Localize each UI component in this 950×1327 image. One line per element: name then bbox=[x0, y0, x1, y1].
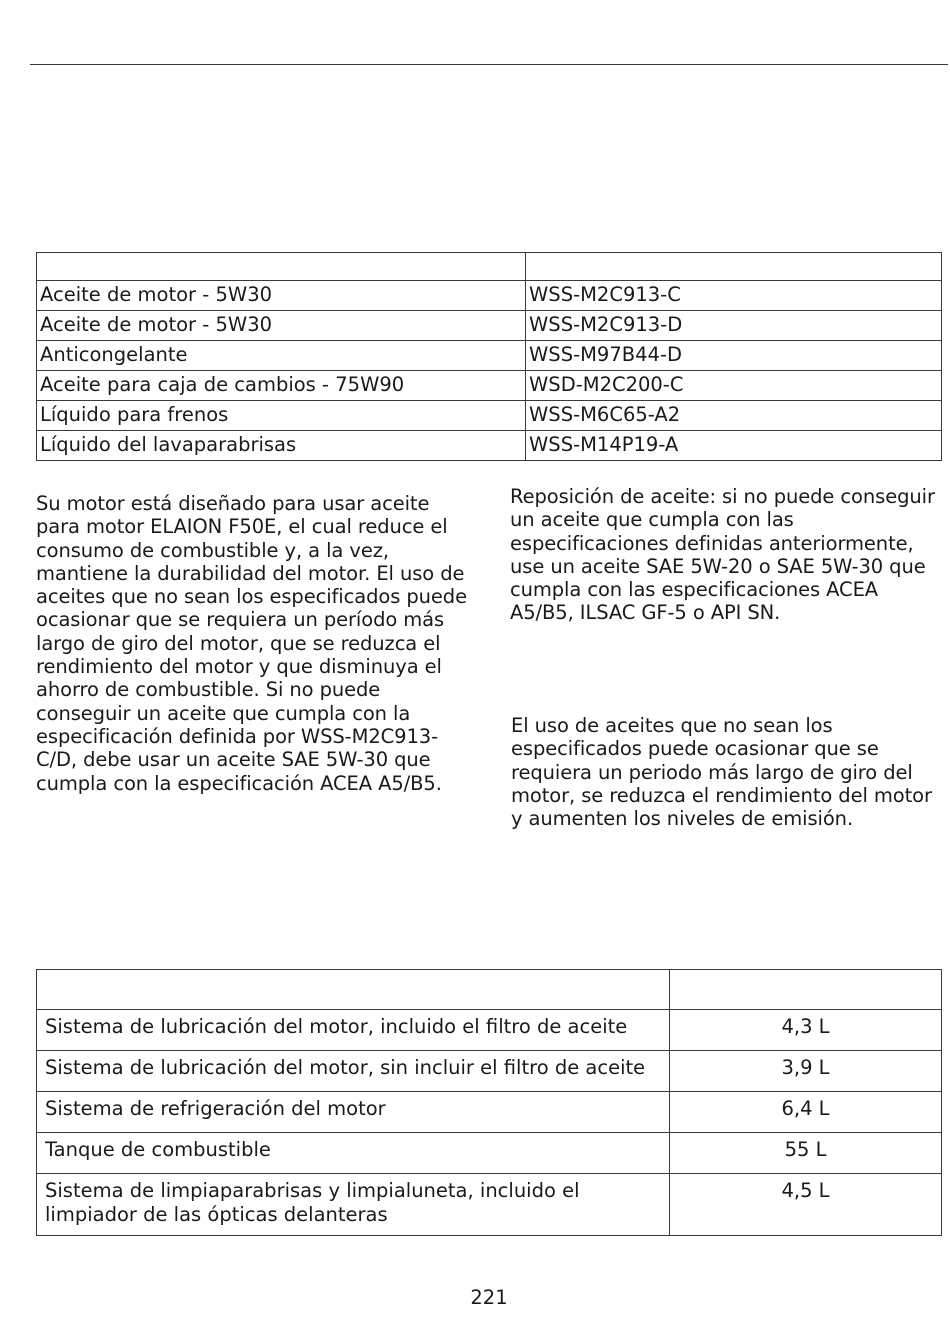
table-header-cell bbox=[37, 970, 670, 1010]
spec-item-cell: Líquido del lavaparabrisas bbox=[37, 431, 526, 461]
table-row bbox=[37, 401, 942, 431]
spec-code-cell: WSS-M2C913-C bbox=[526, 281, 942, 311]
table-row bbox=[37, 341, 942, 371]
oil-topup-paragraph: Reposición de aceite: si no puede conseguir un aceite que cumpla con las especificaciones definidas anteriormente, use un aceite SAE 5W-20 o SAE 5W-30 que cumpla con las especificaciones ACEA A5/B5, ILSAC GF-5 o API SN. bbox=[510, 485, 935, 625]
capacity-value-cell: 3,9 L bbox=[670, 1051, 942, 1092]
spec-code-cell: WSS-M97B44-D bbox=[526, 341, 942, 371]
table-row bbox=[37, 1133, 942, 1174]
specifications-table bbox=[36, 252, 942, 461]
capacity-value-cell: 4,3 L bbox=[670, 1010, 942, 1051]
table-header-cell bbox=[526, 253, 942, 281]
table-row bbox=[37, 431, 942, 461]
capacity-item-cell: Tanque de combustible bbox=[37, 1133, 670, 1174]
spec-item-cell: Aceite para caja de cambios - 75W90 bbox=[37, 371, 526, 401]
header-rule bbox=[30, 64, 948, 65]
table-row bbox=[37, 1174, 942, 1236]
spec-code-cell: WSD-M2C200-C bbox=[526, 371, 942, 401]
table-row bbox=[37, 371, 942, 401]
table-header-row bbox=[37, 970, 942, 1010]
capacities-table bbox=[36, 969, 942, 1236]
capacity-value-cell: 4,5 L bbox=[670, 1174, 942, 1236]
spec-code-cell: WSS-M2C913-D bbox=[526, 311, 942, 341]
spec-code-cell: WSS-M14P19-A bbox=[526, 431, 942, 461]
table-row bbox=[37, 1010, 942, 1051]
oil-warning-paragraph: El uso de aceites que no sean los especificados puede ocasionar que se requiera un periodo más largo de giro del motor, se reduzca el rendimiento del motor y aumenten los niveles de emisión. bbox=[511, 714, 932, 831]
table-row bbox=[37, 1051, 942, 1092]
capacity-item-cell: Sistema de refrigeración del motor bbox=[37, 1092, 670, 1133]
spec-item-cell: Aceite de motor - 5W30 bbox=[37, 281, 526, 311]
table-header-row bbox=[37, 253, 942, 281]
spec-item-cell: Líquido para frenos bbox=[37, 401, 526, 431]
capacity-value-cell: 55 L bbox=[670, 1133, 942, 1174]
table-header-cell bbox=[670, 970, 942, 1010]
table-row bbox=[37, 1092, 942, 1133]
spec-item-cell: Aceite de motor - 5W30 bbox=[37, 311, 526, 341]
capacity-item-cell: Sistema de limpiaparabrisas y limpialuneta, incluido el limpiador de las ópticas delanteras bbox=[37, 1174, 670, 1236]
capacity-item-cell: Sistema de lubricación del motor, sin incluir el filtro de aceite bbox=[37, 1051, 670, 1092]
table-row bbox=[37, 281, 942, 311]
capacity-item-cell: Sistema de lubricación del motor, incluido el filtro de aceite bbox=[37, 1010, 670, 1051]
engine-oil-paragraph: Su motor está diseñado para usar aceite para motor ELAION F50E, el cual reduce el consumo de combustible y, a la vez, mantiene la durabilidad del motor. El uso de aceites que no sean los especificados puede ocasionar que se requiera un período más largo de giro del motor, que se reduzca el rendimiento del motor y que disminuya el ahorro de combustible. Si no puede conseguir un aceite que cumpla con la especificación definida por WSS-M2C913-C/D, debe usar un aceite SAE 5W-30 que cumpla con la especificación ACEA A5/B5. bbox=[36, 492, 467, 795]
spec-code-cell: WSS-M6C65-A2 bbox=[526, 401, 942, 431]
capacity-value-cell: 6,4 L bbox=[670, 1092, 942, 1133]
table-header-cell bbox=[37, 253, 526, 281]
table-row bbox=[37, 311, 942, 341]
page-number: 221 bbox=[470, 1286, 508, 1309]
spec-item-cell: Anticongelante bbox=[37, 341, 526, 371]
